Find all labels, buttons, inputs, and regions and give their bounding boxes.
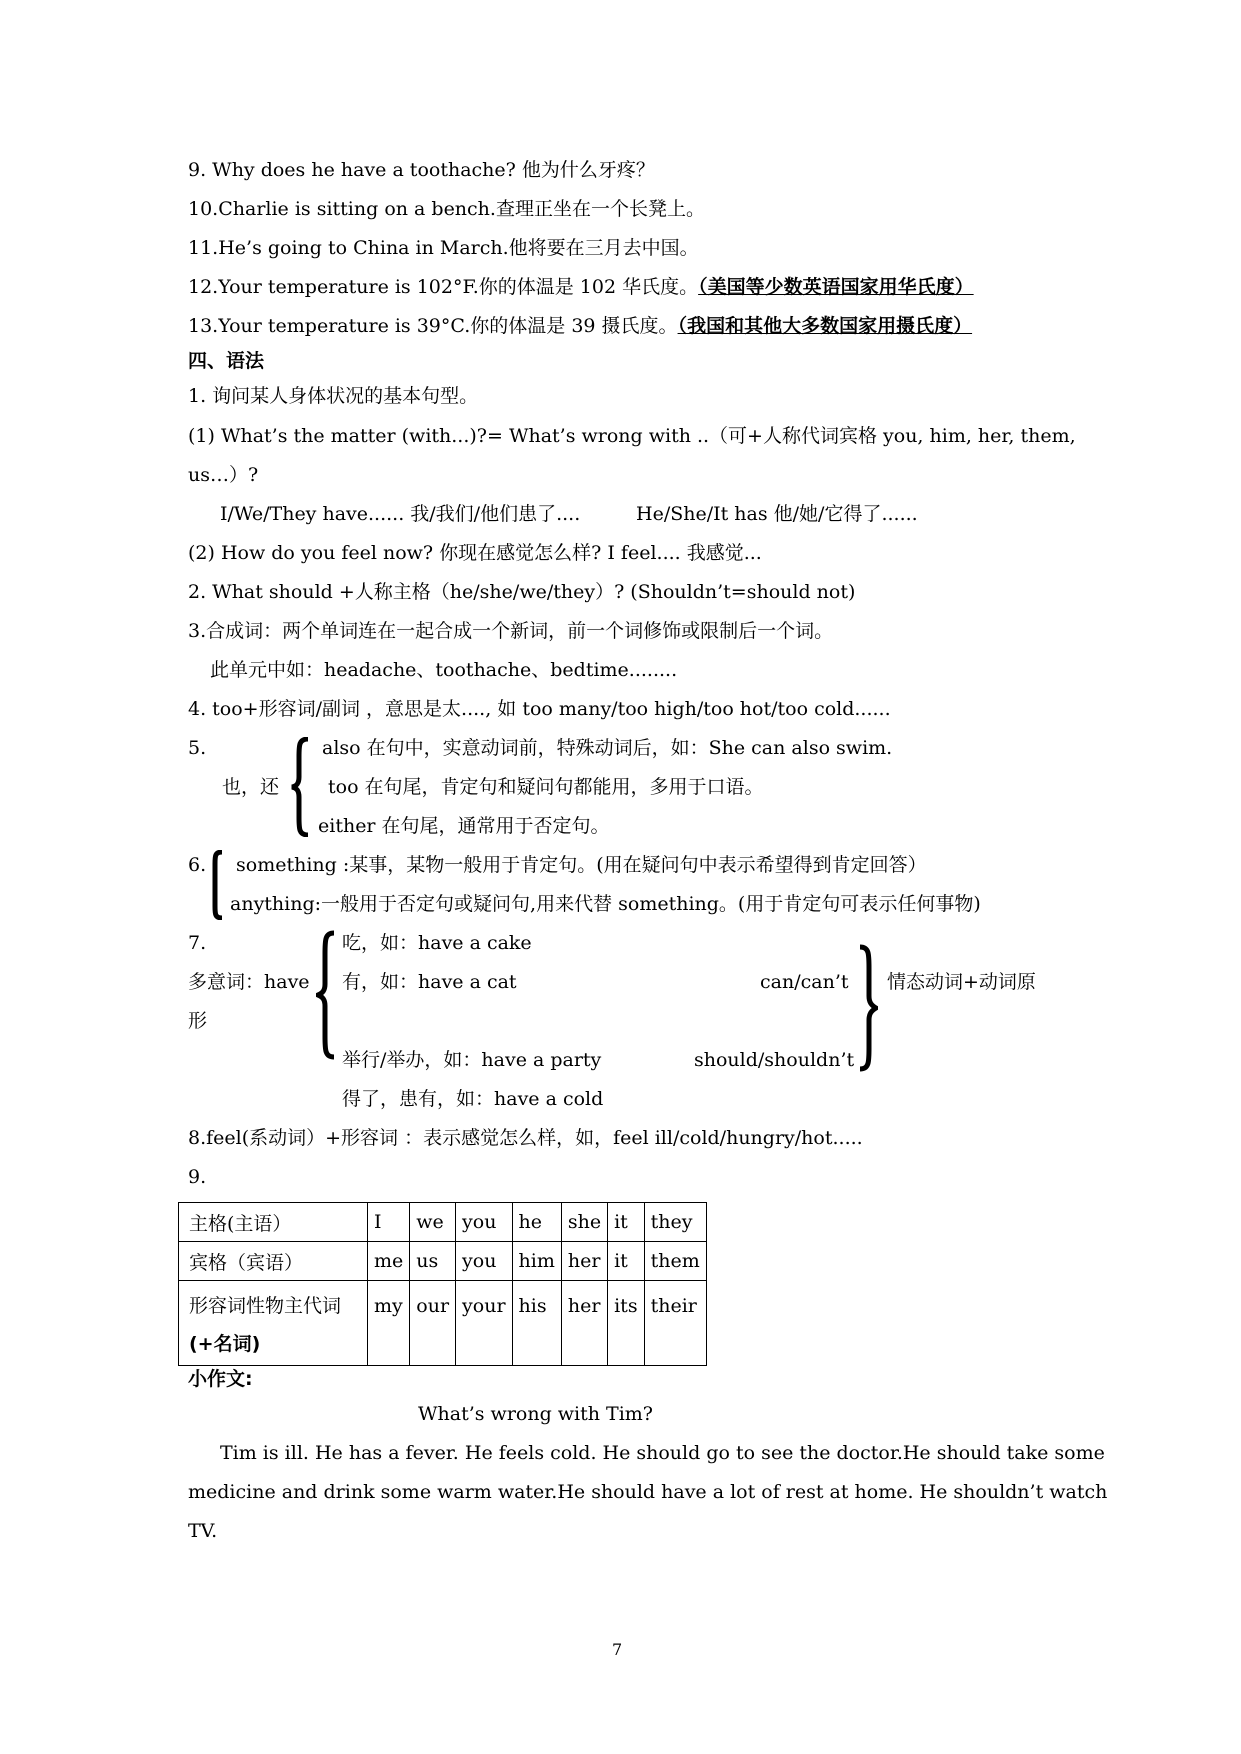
essay-line-1: Tim is ill. He has a fever. He feels cold. He should go to see the doctor.He should take some <box>220 1442 1105 1464</box>
table-row <box>179 1203 707 1242</box>
grammar-4: 4. too+形容词/副词 ，意思是太...., 如 too many/too high/too hot/too cold...... <box>188 698 891 720</box>
table-row-note: (+名词) <box>189 1333 261 1355</box>
table-cell: her <box>561 1242 607 1281</box>
grammar-3-b: 此单元中如：headache、toothache、bedtime........ <box>210 659 678 681</box>
grammar-7-label-cont: 形 <box>188 1010 208 1032</box>
brace-6 <box>209 850 225 920</box>
grammar-7-modal-can: can/can’t <box>760 971 849 993</box>
essay-heading: 小作文: <box>188 1368 253 1390</box>
grammar-7-number: 7. <box>188 932 207 954</box>
grammar-5-item-too: too 在句尾，肯定句和疑问句都能用，多用于口语。 <box>328 776 764 798</box>
essay-line-3: TV. <box>188 1520 218 1542</box>
sentence-13-note: （我国和其他大多数国家用摄氏度） <box>677 315 973 337</box>
table-cell: her <box>561 1281 607 1366</box>
table-cell: his <box>512 1281 561 1366</box>
grammar-1-line-c-left: I/We/They have...... 我/我们/他们患了.... <box>220 503 581 525</box>
sentence-11: 11.He’s going to China in March.他将要在三月去中国。 <box>188 237 699 259</box>
grammar-5-number: 5. <box>188 737 207 759</box>
table-cell: I <box>368 1203 410 1242</box>
sentence-12-text: 12.Your temperature is 102°F.你的体温是 102 华氏度。 <box>188 276 699 298</box>
table-cell: him <box>512 1242 561 1281</box>
table-cell: 主格(主语） <box>179 1203 368 1242</box>
grammar-1-title: 1. 询问某人身体状况的基本句型。 <box>188 385 479 407</box>
page-number: 7 <box>612 1640 623 1659</box>
essay-title: What’s wrong with Tim? <box>418 1403 653 1425</box>
grammar-7-item-eat: 吃，如：have a cake <box>342 932 532 954</box>
table-row <box>179 1281 707 1366</box>
table-cell: them <box>644 1242 706 1281</box>
grammar-7-item-hold: 举行/举办，如：have a party <box>342 1049 602 1071</box>
brace-7-left <box>316 930 338 1060</box>
pronoun-table <box>178 1202 707 1366</box>
grammar-5-label: 也，还 <box>222 776 280 798</box>
table-cell: us <box>410 1242 456 1281</box>
grammar-8: 8.feel(系动词）+形容词 ：表示感觉怎么样，如，feel ill/cold/hungry/hot..... <box>188 1127 863 1149</box>
sentence-10: 10.Charlie is sitting on a bench.查理正坐在一个长凳上。 <box>188 198 705 220</box>
table-cell: they <box>644 1203 706 1242</box>
table-cell: me <box>368 1242 410 1281</box>
grammar-1-line-c-right: He/She/It has 他/她/它得了...... <box>636 503 918 525</box>
table-row <box>179 1242 707 1281</box>
table-cell: your <box>456 1281 513 1366</box>
brace-7-right <box>856 944 878 1072</box>
grammar-2: 2. What should +人称主格（he/she/we/they）? (Shouldn’t=should not) <box>188 581 856 603</box>
grammar-1-line-a: (1) What’s the matter (with...)?= What’s wrong with ..（可+人称代词宾格 you, him, her, them, <box>188 425 1076 447</box>
table-row-label: 形容词性物主代词 <box>189 1295 342 1317</box>
grammar-heading: 四、语法 <box>188 350 265 372</box>
sentence-12-note: （美国等少数英语国家用华氏度） <box>698 276 974 298</box>
table-cell: it <box>608 1242 644 1281</box>
grammar-6-number: 6. <box>188 854 207 876</box>
table-cell: it <box>608 1203 644 1242</box>
table-cell: its <box>608 1281 644 1366</box>
grammar-7-item-have: 有，如：have a cat <box>342 971 517 993</box>
table-cell: she <box>561 1203 607 1242</box>
table-cell: 宾格（宾语） <box>179 1242 368 1281</box>
grammar-5-item-also: also 在句中，实意动词前，特殊动词后，如：She can also swim. <box>322 737 893 759</box>
grammar-1-line-2: (2) How do you feel now? 你现在感觉怎么样? I feel.... 我感觉... <box>188 542 762 564</box>
sentence-9: 9. Why does he have a toothache? 他为什么牙疼？ <box>188 159 655 181</box>
grammar-7-modal-should: should/shouldn’t <box>694 1049 855 1071</box>
table-cell: you <box>456 1242 513 1281</box>
grammar-7-modal-note: 情态动词+动词原 <box>887 971 1036 993</box>
table-cell: our <box>410 1281 456 1366</box>
table-cell <box>179 1281 368 1366</box>
table-cell: he <box>512 1203 561 1242</box>
grammar-5-item-either: either 在句尾，通常用于否定句。 <box>318 815 610 837</box>
grammar-7-item-ill: 得了，患有，如：have a cold <box>342 1088 604 1110</box>
table-cell: their <box>644 1281 706 1366</box>
sentence-12 <box>188 275 974 299</box>
table-cell: you <box>456 1203 513 1242</box>
grammar-3-a: 3.合成词：两个单词连在一起合成一个新词，前一个词修饰或限制后一个词。 <box>188 620 834 642</box>
table-cell: we <box>410 1203 456 1242</box>
essay-line-2: medicine and drink some warm water.He should have a lot of rest at home. He shouldn’t watch <box>188 1481 1108 1503</box>
brace-5 <box>290 737 312 837</box>
grammar-7-label: 多意词：have <box>188 971 310 993</box>
sentence-13 <box>188 314 972 338</box>
table-cell: my <box>368 1281 410 1366</box>
sentence-13-text: 13.Your temperature is 39°C.你的体温是 39 摄氏度。 <box>188 315 678 337</box>
grammar-6-item-anything: anything:一般用于否定句或疑问句,用来代替 something。(用于肯定句可表示任何事物) <box>230 893 981 915</box>
grammar-6-item-something: something :某事，某物一般用于肯定句。(用在疑问句中表示希望得到肯定回答） <box>236 854 927 876</box>
grammar-9: 9. <box>188 1166 207 1188</box>
grammar-1-line-b: us…）? <box>188 464 259 486</box>
